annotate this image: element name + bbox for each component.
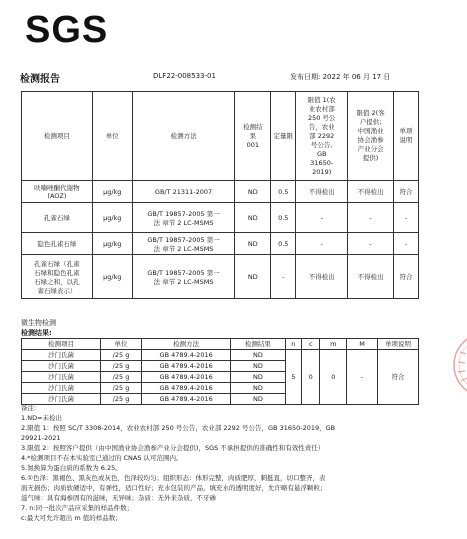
header-limit2-line: 限值 2(客 <box>356 109 385 117</box>
red-seal-stamp <box>446 330 467 400</box>
header-limit1-line: 业农村部 <box>308 104 335 113</box>
cell-unit: μg/kg <box>92 255 132 299</box>
micro-header-item: 检测项目 <box>22 339 101 350</box>
cell-item-line: 石绿和隐色孔雀 <box>34 268 80 277</box>
header-limit1-line: 告，农业 <box>308 122 335 131</box>
header-conclusion <box>394 92 419 181</box>
cell-unit: μg/kg <box>92 203 132 233</box>
header-result-line: 果 <box>249 131 257 140</box>
notes-section <box>21 403 446 523</box>
micro-header-n: n <box>285 339 301 350</box>
micro-header-method: 检测方法 <box>142 339 231 350</box>
micro-header-conclusion: 单项说明 <box>377 339 418 350</box>
cell-method-line: GB/T 19857-2005 第一 <box>147 209 220 218</box>
micro-cell-item: 沙门氏菌 <box>22 361 101 372</box>
micro-header-m: m <box>320 339 347 350</box>
micro-cell-item: 沙门氏菌 <box>22 350 101 361</box>
cell-limit2: 不得检出 <box>348 255 394 299</box>
note-line: 7. n:同一批次产品应采集的样品件数； <box>21 504 134 512</box>
header-conclusion-line: 说明 <box>399 136 413 144</box>
cell-method <box>132 203 235 233</box>
cell-conclusion: - <box>394 233 419 255</box>
header-method: 检测方法 <box>132 92 235 181</box>
header-limit1-line: GB <box>316 149 327 158</box>
cell-result: ND <box>235 203 271 233</box>
cell-conclusion: 符合 <box>394 181 419 203</box>
micro-header-c: c <box>302 339 320 350</box>
note-line: 备注: <box>21 404 37 412</box>
table-header-row <box>22 92 419 181</box>
cell-method <box>132 233 235 255</box>
header-conclusion-line: 单项 <box>399 127 413 135</box>
note-line: 5.氮换算为蛋白质的系数为 6.25。 <box>21 464 122 472</box>
cell-method <box>132 255 235 299</box>
note-line: 2.限值 1：按照 SC/T 3308-2014，农业农村部 250 号公告，农业部 2292 号公告，GB 31650-2019，GB <box>21 424 336 432</box>
micro-cell-unit: /25 g <box>100 361 141 372</box>
cell-item-line: 呋喃唑酮代谢物 <box>34 184 80 192</box>
cell-item-line: 孔雀石绿（孔雀 <box>34 259 80 268</box>
micro-cell-method: GB 4789.4-2016 <box>142 350 231 361</box>
micro-cell-result: ND <box>231 361 285 372</box>
header-limit2-line: 产业分会 <box>357 145 384 153</box>
cell-limit1: 不得检出 <box>296 255 348 299</box>
note-line: 29921-2021 <box>21 434 61 442</box>
header-result <box>235 92 271 181</box>
table-row <box>22 181 419 203</box>
cell-item-line: 石绿之和，以孔 <box>34 277 80 286</box>
micro-cell-conclusion: 符合 <box>377 350 418 405</box>
cell-limit2: - <box>348 203 394 233</box>
header-limit2-line: 户提供; <box>359 118 382 126</box>
sgs-logo <box>25 8 109 53</box>
cell-loq: 0.5 <box>271 233 296 255</box>
header-limit2 <box>348 92 394 181</box>
micro-results-table <box>21 338 419 405</box>
cell-method-line: GB/T 19857-2005 第一 <box>147 268 220 277</box>
header-limit1-line: 号公告, <box>310 140 333 149</box>
micro-cell-M: - <box>347 350 378 405</box>
micro-cell-m: 0 <box>320 350 347 405</box>
cell-item-line: 雀石绿表示） <box>37 286 77 295</box>
table-row <box>22 255 419 299</box>
micro-cell-method: GB 4789.4-2016 <box>142 383 231 394</box>
cell-result: ND <box>235 181 271 203</box>
cell-limit1: - <box>296 203 348 233</box>
header-result-line: 001 <box>246 140 260 149</box>
header-limit2-line: 中国渔业 <box>357 127 384 135</box>
cell-loq: 0.5 <box>271 203 296 233</box>
cell-limit2: 不得检出 <box>348 181 394 203</box>
cell-conclusion: - <box>394 203 419 233</box>
cell-loq: 0.5 <box>271 181 296 203</box>
header-limit1-line: 250 号公 <box>307 113 336 122</box>
micro-cell-unit: /25 g <box>100 394 141 405</box>
micro-cell-result: ND <box>231 350 285 361</box>
micro-cell-unit: /25 g <box>100 383 141 394</box>
header-limit1-line: 部 2292 <box>309 131 335 140</box>
micro-row <box>22 350 419 361</box>
note-line: 4.*检测项目不在本实验室已通过的 CNAS 认可范围内。 <box>21 454 183 462</box>
micro-cell-result: ND <box>231 372 285 383</box>
header-result-line: 检测结 <box>243 122 263 131</box>
cell-item-line: (AOZ) <box>47 192 67 200</box>
micro-cell-method: GB 4789.4-2016 <box>142 361 231 372</box>
header-limit2-line: 协会渔参 <box>357 136 384 144</box>
micro-cell-unit: /25 g <box>100 372 141 383</box>
note-line: 6.①色泽：黑褐色、黑灰色或灰色，色泽较均匀；组织形态：体形完整，肉质肥厚，刺挺直，切口整齐，表 <box>21 474 326 482</box>
header-item: 检测项目 <box>22 92 93 181</box>
note-line: 3.限值 2：按照客户提供（由中国渔业协会渔参产业分会提供)，SGS 不承担提供的准确性和有效性责任） <box>21 444 325 452</box>
header-unit: 单位 <box>92 92 132 181</box>
cell-item: 孔雀石绿 <box>22 203 93 233</box>
micro-cell-method: GB 4789.4-2016 <box>142 394 231 405</box>
cell-method-line: 法 章节 2 LC-MSMS <box>153 218 214 227</box>
cell-method-line: 法 章节 2 LC-MSMS <box>153 277 214 286</box>
header-limit1-line: 限值 1(农 <box>307 95 336 104</box>
micro-cell-unit: /25 g <box>100 350 141 361</box>
cell-limit2: - <box>348 233 394 255</box>
micro-cell-result: ND <box>231 383 285 394</box>
micro-header-M: M <box>347 339 378 350</box>
chemical-results-table <box>21 91 419 299</box>
note-line: 1.ND=未检出 <box>21 414 63 422</box>
micro-header-result: 检测结果 <box>231 339 285 350</box>
micro-cell-item: 沙门氏菌 <box>22 383 101 394</box>
cell-method-line: 法 章节 2 LC-MSMS <box>153 244 214 253</box>
cell-limit1: - <box>296 233 348 255</box>
note-line: 滋气味：具有海参固有的滋味，无异味；杂质：无外来杂质，不牙碜 <box>21 494 216 502</box>
micro-cell-item: 沙门氏菌 <box>22 372 101 383</box>
header-limit1-line: 31650- <box>310 158 334 167</box>
logo-text: SGS <box>25 9 109 51</box>
cell-limit1: 不得检出 <box>296 181 348 203</box>
header-limit1-line: 2019) <box>312 167 332 176</box>
cell-result: ND <box>235 255 271 299</box>
micro-header-row <box>22 339 419 350</box>
cell-unit: μg/kg <box>92 181 132 203</box>
micro-header-unit: 单位 <box>100 339 141 350</box>
note-line: 面无损伤；肉质软硬适中，有弹性，适口性好；充水包装的产品，填充水的透明度好，允许略有悬浮颗粒； <box>21 484 327 492</box>
micro-results-label: 检测结果: <box>21 329 52 337</box>
micro-cell-n: 5 <box>285 350 301 405</box>
header-loq: 定量限 <box>271 92 296 181</box>
table-row <box>22 203 419 233</box>
report-title: 检测报告 <box>20 74 60 85</box>
cell-method-line: GB/T 19857-2005 第一 <box>147 235 220 244</box>
document-number: DLF22-008533-01 <box>153 72 216 80</box>
cell-item <box>22 181 93 203</box>
issue-date: 发布日期: 2022 年 06 月 17 日 <box>290 73 391 81</box>
note-line: c:最大可允许超出 m 值的样品数； <box>21 514 122 522</box>
micro-cell-item: 沙门氏菌 <box>22 394 101 405</box>
cell-result: ND <box>235 233 271 255</box>
micro-cell-result: ND <box>231 394 285 405</box>
header-limit2-line: 提供) <box>362 154 379 162</box>
cell-method: GB/T 21311-2007 <box>132 181 235 203</box>
cell-loq: - <box>271 255 296 299</box>
table-row <box>22 233 419 255</box>
cell-conclusion: 符合 <box>394 255 419 299</box>
cell-unit: μg/kg <box>92 233 132 255</box>
cell-item <box>22 255 93 299</box>
header-limit1 <box>296 92 348 181</box>
micro-cell-method: GB 4789.4-2016 <box>142 372 231 383</box>
micro-section-title: 微生物检测 <box>21 319 56 327</box>
micro-cell-c: 0 <box>302 350 320 405</box>
cell-item: 隐色孔雀石绿 <box>22 233 93 255</box>
